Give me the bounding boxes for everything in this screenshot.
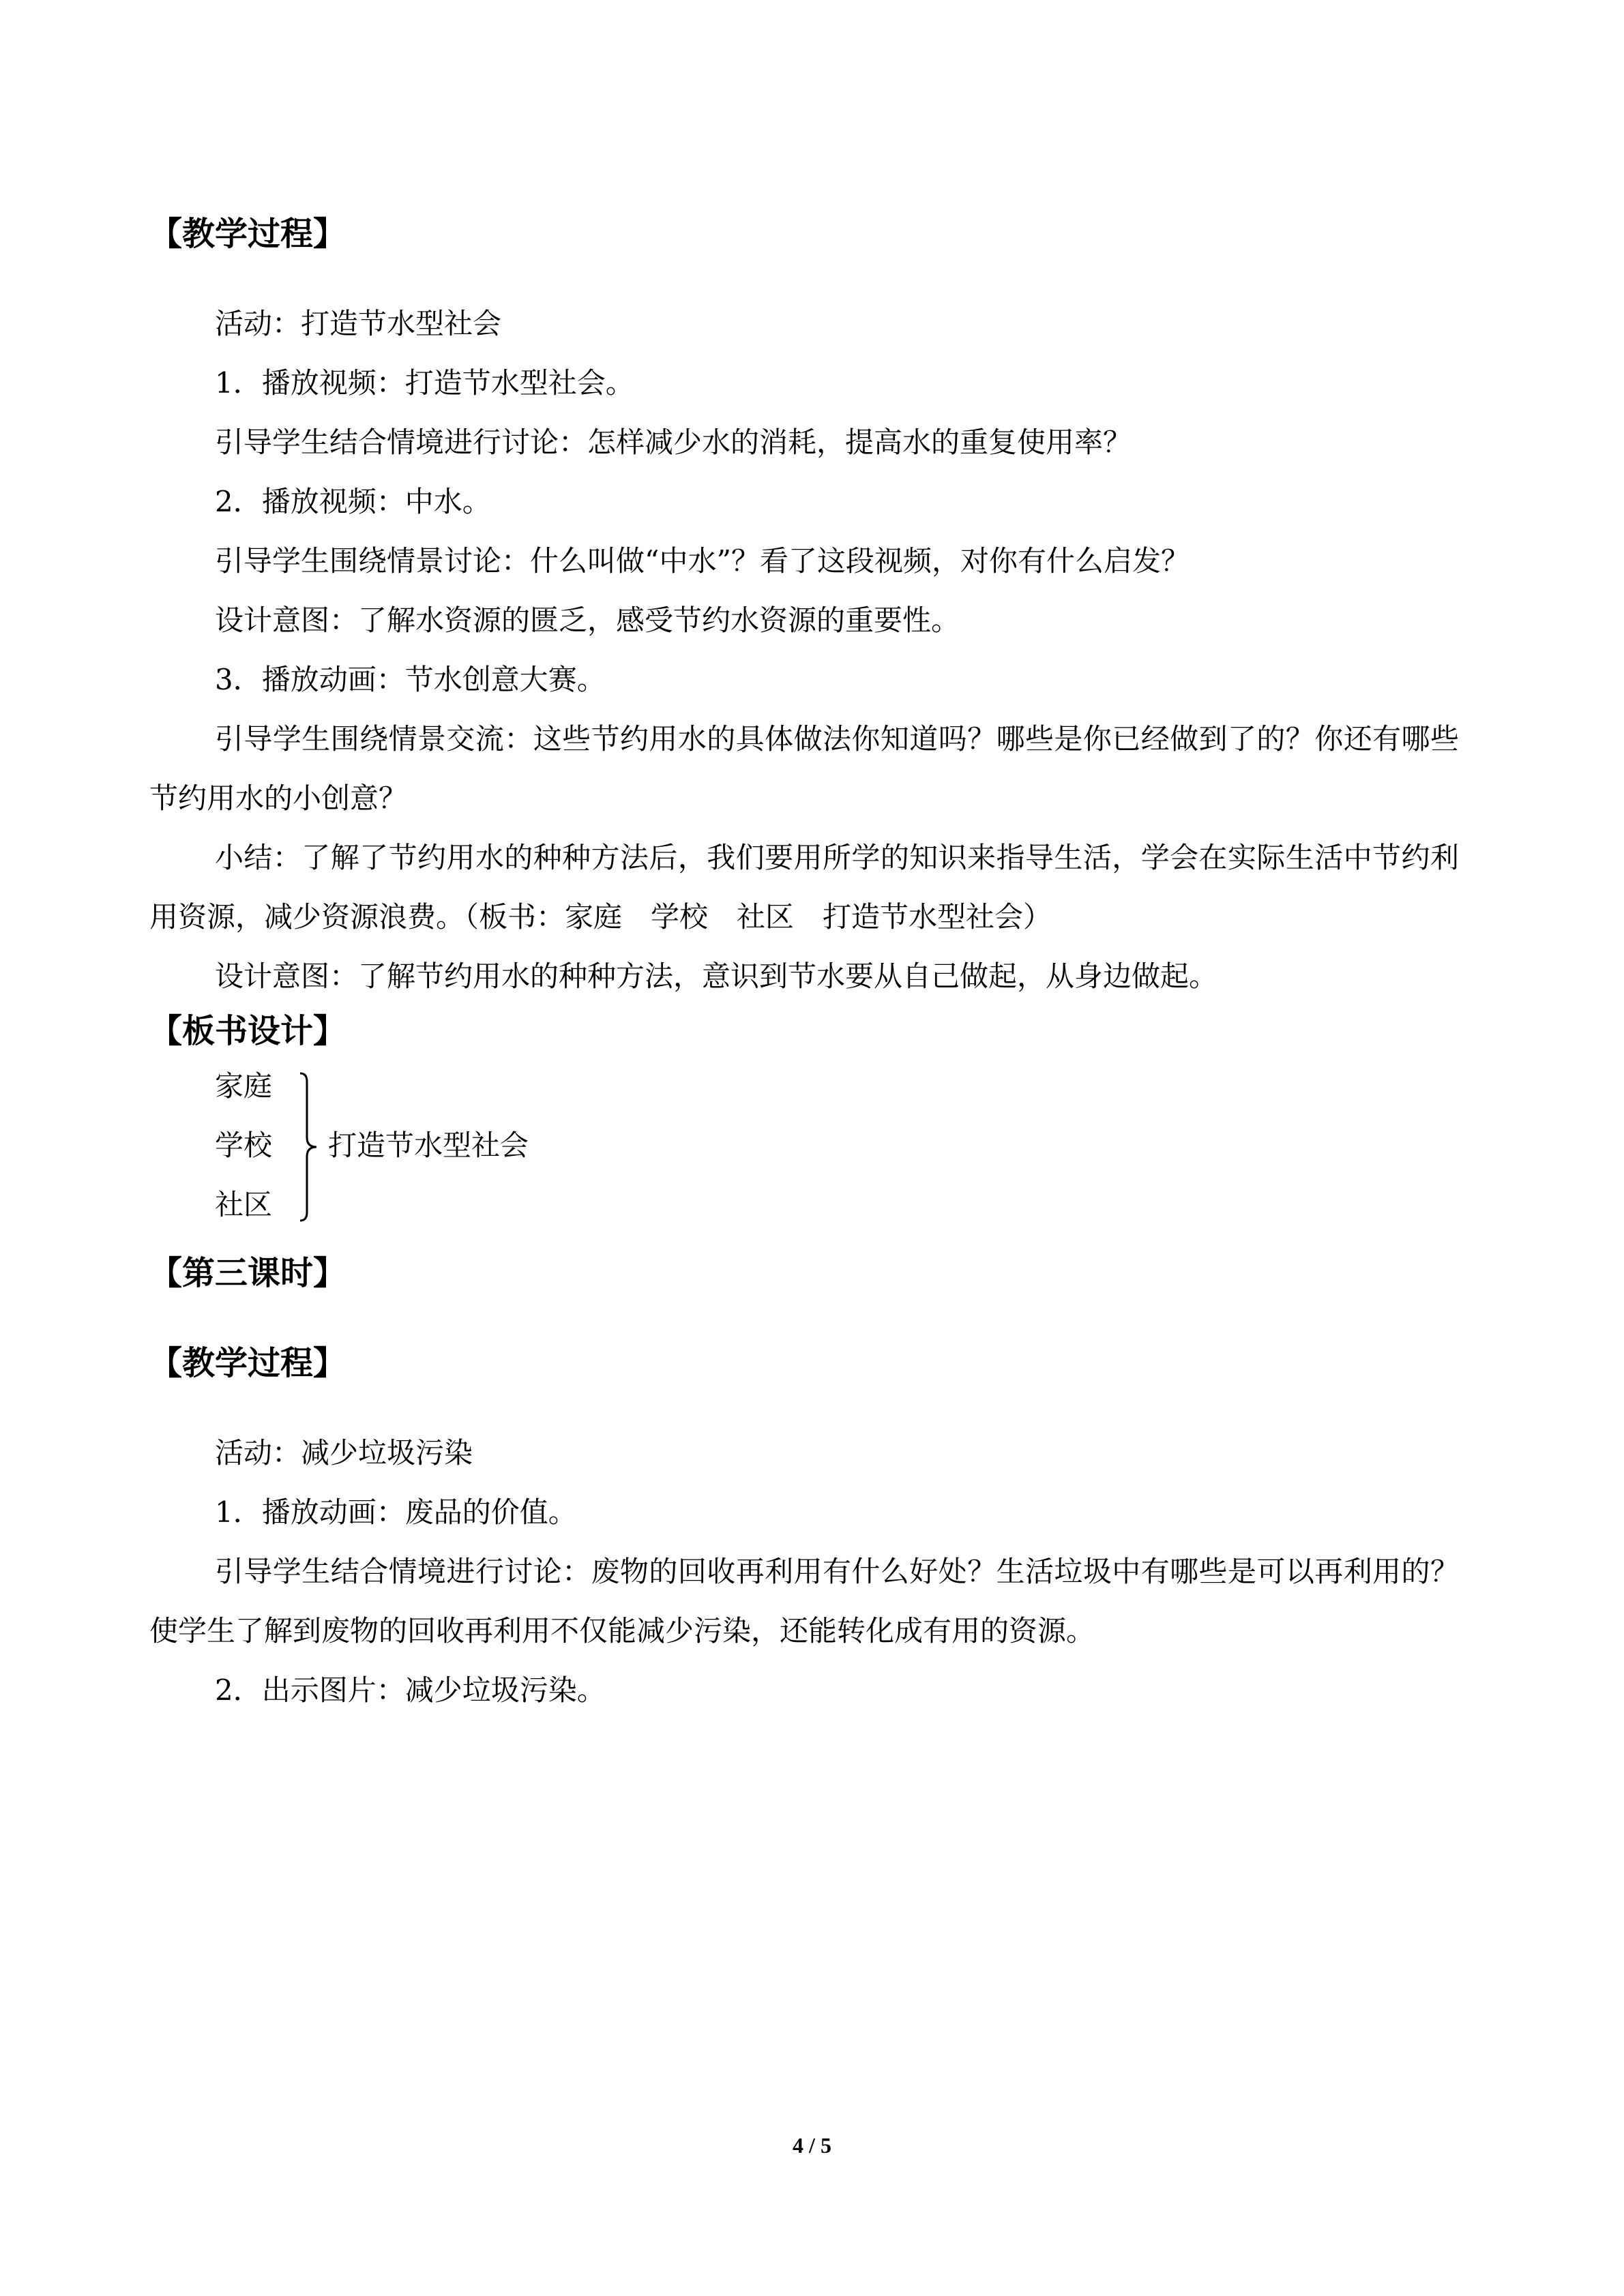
- paragraph-discussion-2: 引导学生围绕情景讨论：什么叫做“中水”？看了这段视频，对你有什么启发？: [215, 544, 1190, 578]
- paragraph-discussion-3: 引导学生围绕情景交流：这些节约用水的具体做法你知道吗？哪些是你已经做到了的？你还有哪些节约用水的小创意？: [149, 722, 1459, 815]
- paragraph-step-1: 1．播放视频：打造节水型社会。: [215, 366, 634, 400]
- paragraph-discussion-4: 引导学生结合情境进行讨论：废物的回收再利用有什么好处？生活垃圾中有哪些是可以再利用的？使学生了解到废物的回收再利用不仅能减少污染，还能转化成有用的资源。: [149, 1555, 1459, 1648]
- section-heading-third-lesson: 【第三课时】: [149, 1254, 346, 1292]
- board-item-home: 家庭: [215, 1069, 273, 1103]
- paragraph-design-intent-1: 设计意图：了解水资源的匮乏，感受节约水资源的重要性。: [215, 603, 960, 637]
- section-heading-board-design: 【板书设计】: [149, 1012, 346, 1050]
- board-item-school: 学校: [215, 1129, 273, 1162]
- right-brace-icon: [296, 1072, 323, 1222]
- paragraph-activity: 活动：打造节水型社会: [215, 307, 502, 340]
- board-design: [149, 1056, 1459, 1251]
- paragraph-step-2b: 2．出示图片：减少垃圾污染。: [215, 1673, 606, 1707]
- paragraph-step-1b: 1．播放动画：废品的价值。: [215, 1495, 577, 1529]
- section-heading-teaching-process: 【教学过程】: [149, 215, 346, 253]
- paragraph-activity-2: 活动：减少垃圾污染: [215, 1436, 473, 1470]
- page-content: [149, 211, 1459, 1720]
- section-heading-teaching-process-2: 【教学过程】: [149, 1344, 346, 1382]
- paragraph-discussion-1: 引导学生结合情境进行讨论：怎样减少水的消耗，提高水的重复使用率？: [215, 426, 1132, 459]
- paragraph-step-2: 2．播放视频：中水。: [215, 485, 491, 518]
- paragraph-step-3: 3．播放动画：节水创意大赛。: [215, 663, 606, 696]
- board-title: 打造节水型社会: [328, 1129, 529, 1162]
- page-number: 4 / 5: [793, 2133, 831, 2158]
- paragraph-summary: 小结：了解了节约用水的种种方法后，我们要用所学的知识来指导生活，学会在实际生活中节约利用资源，减少资源浪费。（板书：家庭 学校 社区 打造节水型社会）: [149, 841, 1459, 934]
- paragraph-design-intent-2: 设计意图：了解节约用水的种种方法，意识到节水要从自己做起，从身边做起。: [215, 959, 1218, 993]
- board-item-community: 社区: [215, 1188, 273, 1221]
